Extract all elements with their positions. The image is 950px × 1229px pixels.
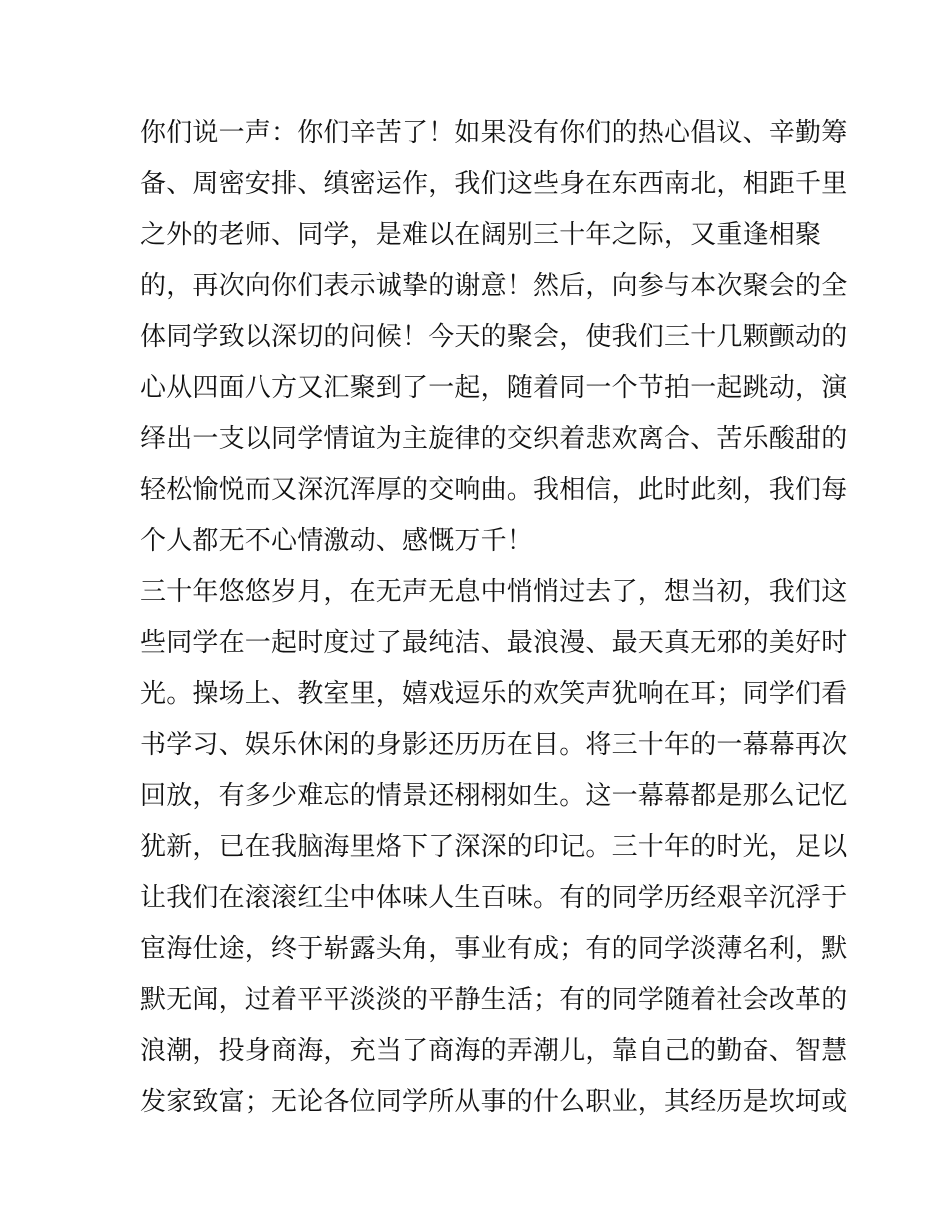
text-line: 回放，有多少难忘的情景还栩栩如生。这一幕幕都是那么记忆 <box>140 781 848 811</box>
text-line: 三十年悠悠岁月，在无声无息中悄悄过去了，想当初，我们这 <box>140 577 848 607</box>
text-line: 备、周密安排、缜密运作，我们这些身在东西南北，相距千里 <box>140 169 848 199</box>
text-line: 的，再次向你们表示诚挚的谢意！然后，向参与本次聚会的全 <box>140 271 848 301</box>
text-line: 绎出一支以同学情谊为主旋律的交织着悲欢离合、苦乐酸甜的 <box>140 424 848 454</box>
text-line: 书学习、娱乐休闲的身影还历历在目。将三十年的一幕幕再次 <box>140 730 848 760</box>
text-line: 之外的老师、同学，是难以在阔别三十年之际，又重逢相聚 <box>140 220 822 250</box>
text-line: 发家致富；无论各位同学所从事的什么职业，其经历是坎坷或 <box>140 1087 848 1117</box>
text-line: 个人都无不心情激动、感慨万千！ <box>140 526 534 556</box>
text-line: 犹新，已在我脑海里烙下了深深的印记。三十年的时光，足以 <box>140 832 848 862</box>
text-line: 心从四面八方又汇聚到了一起，随着同一个节拍一起跳动，演 <box>140 373 848 403</box>
text-line: 你们说一声：你们辛苦了！如果没有你们的热心倡议、辛勤筹 <box>140 118 848 148</box>
text-line: 让我们在滚滚红尘中体味人生百味。有的同学历经艰辛沉浮于 <box>140 883 848 913</box>
text-line: 体同学致以深切的问候！今天的聚会，使我们三十几颗颤动的 <box>140 322 848 352</box>
text-line: 浪潮，投身商海，充当了商海的弄潮儿，靠自己的勤奋、智慧 <box>140 1036 848 1066</box>
text-line: 轻松愉悦而又深沉浑厚的交响曲。我相信，此时此刻，我们每 <box>140 475 848 505</box>
body-text <box>140 108 848 1128</box>
text-line: 默无闻，过着平平淡淡的平静生活；有的同学随着社会改革的 <box>140 985 848 1015</box>
text-line: 些同学在一起时度过了最纯洁、最浪漫、最天真无邪的美好时 <box>140 628 848 658</box>
text-line: 光。操场上、教室里，嬉戏逗乐的欢笑声犹响在耳；同学们看 <box>140 679 848 709</box>
text-line: 宦海仕途，终于崭露头角，事业有成；有的同学淡薄名利，默 <box>140 934 848 964</box>
